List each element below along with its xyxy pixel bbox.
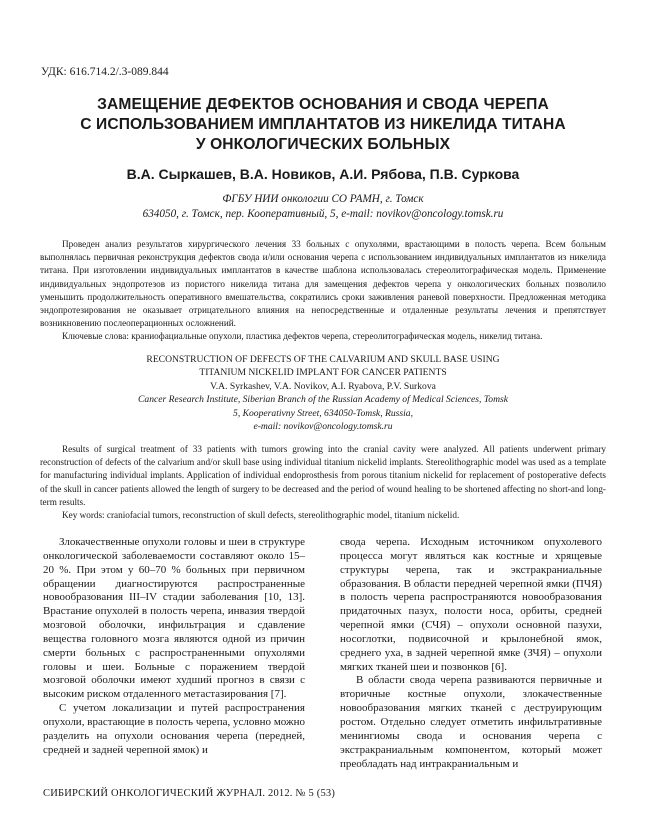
abstract-en-text: Results of surgical treatment of 33 patients with tumors growing into the cranial cavity were analyzed. All patients underwent primary reconstruction of defects of the calvarium and/or skull base using individual titanium nickelid implants. Stereolithographic model was used as a template for manufacturing individual implants. Application of individual endoprosthesis from porous titanium nickelid for replacement of postoperative defects of the skull in cancer patients allowed the length of surgery to be decreased and the period of wound healing to be shortened affecting no short-and long-term results.: [40, 444, 606, 507]
body-paragraph: Злокачественные опухоли головы и шеи в структуре онкологической заболеваемости составляют около 15–20 %. При этом у 60–70 % больных при первичном обращении диагностируются распространенные новообразования III–IV стадии заболевания [10, 13]. Врастание опухолей в полость черепа, инвазия твердой мозговой оболочки, инфильтрация и сдавление вещества головного мозга являются одной из причин смерти больных с распространенными опухолями головы и шеи. Больные с поражением твердой мозговой оболочки имеют худший прогноз в связи с высоким риском отдаленного метастазирования [7].: [43, 536, 305, 701]
affiliation-line: ФГБУ НИИ онкологии СО РАМН, г. Томск: [222, 193, 424, 205]
keywords-ru: Ключевые слова: краниофациальные опухоли, пластика дефектов черепа, стереолитографическая модель, никелид титана.: [62, 331, 543, 342]
affiliation-en-line: e-mail: novikov@oncology.tomsk.ru: [253, 421, 393, 433]
abstract-ru-text: Проведен анализ результатов хирургического лечения 33 больных с опухолями, врастающими в полость черепа. Всем больным выполнялась первичная реконструкция дефектов свода и/или основания черепа с использованием индивидуальных имплантатов из никелида титана. При изготовлении индивидуальных имплантатов в качестве шаблона использовалась стереолитографическая модель. Применение индивидуальных эндопротезов из пористого никелида титана для замещения дефектов черепа у онкологических больных позволило уменьшить продолжительность оперативного вмешательства, сократились сроки заживления раневой поверхности. Предложенная методика эндопротезирования не оказывает отрицательного влияния на непосредственные и отдаленные результаты лечения и препятствует возникновению послеоперационных осложнений.: [40, 239, 606, 329]
title-line: У ОНКОЛОГИЧЕСКИХ БОЛЬНЫХ: [195, 136, 451, 153]
article-title: [40, 95, 606, 155]
journal-footer: СИБИРСКИЙ ОНКОЛОГИЧЕСКИЙ ЖУРНАЛ. 2012. № 5 (53): [43, 788, 336, 799]
udk-code: УДК: 616.714.2/.3-089.844: [41, 66, 169, 78]
keywords-en: Key words: craniofacial tumors, reconstruction of skull defects, stereolithographic model, titanium nickelid.: [62, 510, 460, 521]
title-en-line: RECONSTRUCTION OF DEFECTS OF THE CALVARIUM AND SKULL BASE USING: [146, 354, 500, 365]
english-header: [40, 353, 606, 433]
affiliation: [40, 192, 606, 222]
abstract-en: [40, 443, 606, 522]
body-column-left: [43, 536, 305, 758]
abstract-ru: [40, 238, 606, 344]
body-paragraph: свода черепа. Исходным источником опухолевого процесса могут являться как костные и хрящевые структуры черепа, так и экстракраниальные образования. В области передней черепной ямки (ПЧЯ) в полость черепа распространяются новообразования придаточных пазух, полости носа, орбиты, средней черепной ямки (СЧЯ) – опухоли основной пазухи, носоглотки, подвисочной и крылонебной ямок, среднего уха, в задней черепной ямке (ЗЧЯ) – опухоли мягких тканей шеи и позвонков [6].: [340, 536, 602, 673]
title-line: ЗАМЕЩЕНИЕ ДЕФЕКТОВ ОСНОВАНИЯ И СВОДА ЧЕРЕПА: [97, 96, 549, 113]
authors: В.А. Сыркашев, В.А. Новиков, А.И. Рябова, П.В. Суркова: [126, 166, 520, 182]
body-paragraph: С учетом локализации и путей распространения опухоли, врастающие в полость черепа, условно можно разделить на опухоли основания черепа (передней, средней и задней черепной ямок) и: [43, 702, 305, 756]
title-line: С ИСПОЛЬЗОВАНИЕМ ИМПЛАНТАТОВ ИЗ НИКЕЛИДА ТИТАНА: [80, 116, 566, 133]
affiliation-en-line: Cancer Research Institute, Siberian Branch of the Russian Academy of Medical Sciences, Tomsk: [138, 394, 508, 406]
affiliation-line: 634050, г. Томск, пер. Кооперативный, 5, e-mail: novikov@oncology.tomsk.ru: [142, 208, 504, 220]
authors-en: V.A. Syrkashev, V.A. Novikov, A.I. Ryabova, P.V. Surkova: [210, 380, 436, 392]
affiliation-en-line: 5, Kooperativny Street, 634050-Tomsk, Russia,: [233, 407, 413, 419]
body-column-right: [340, 536, 602, 771]
body-paragraph: В области свода черепа развиваются первичные и вторичные костные опухоли, злокачественные новообразования мягких тканей с деструирующим ростом. Отдельно следует отметить инфильтративные менингиомы свода и основания черепа с экстракраниальным компонентом, который может преобладать над интракраниальным и: [340, 674, 602, 770]
title-en-line: TITANIUM NICKELID IMPLANT FOR CANCER PATIENTS: [199, 367, 447, 379]
